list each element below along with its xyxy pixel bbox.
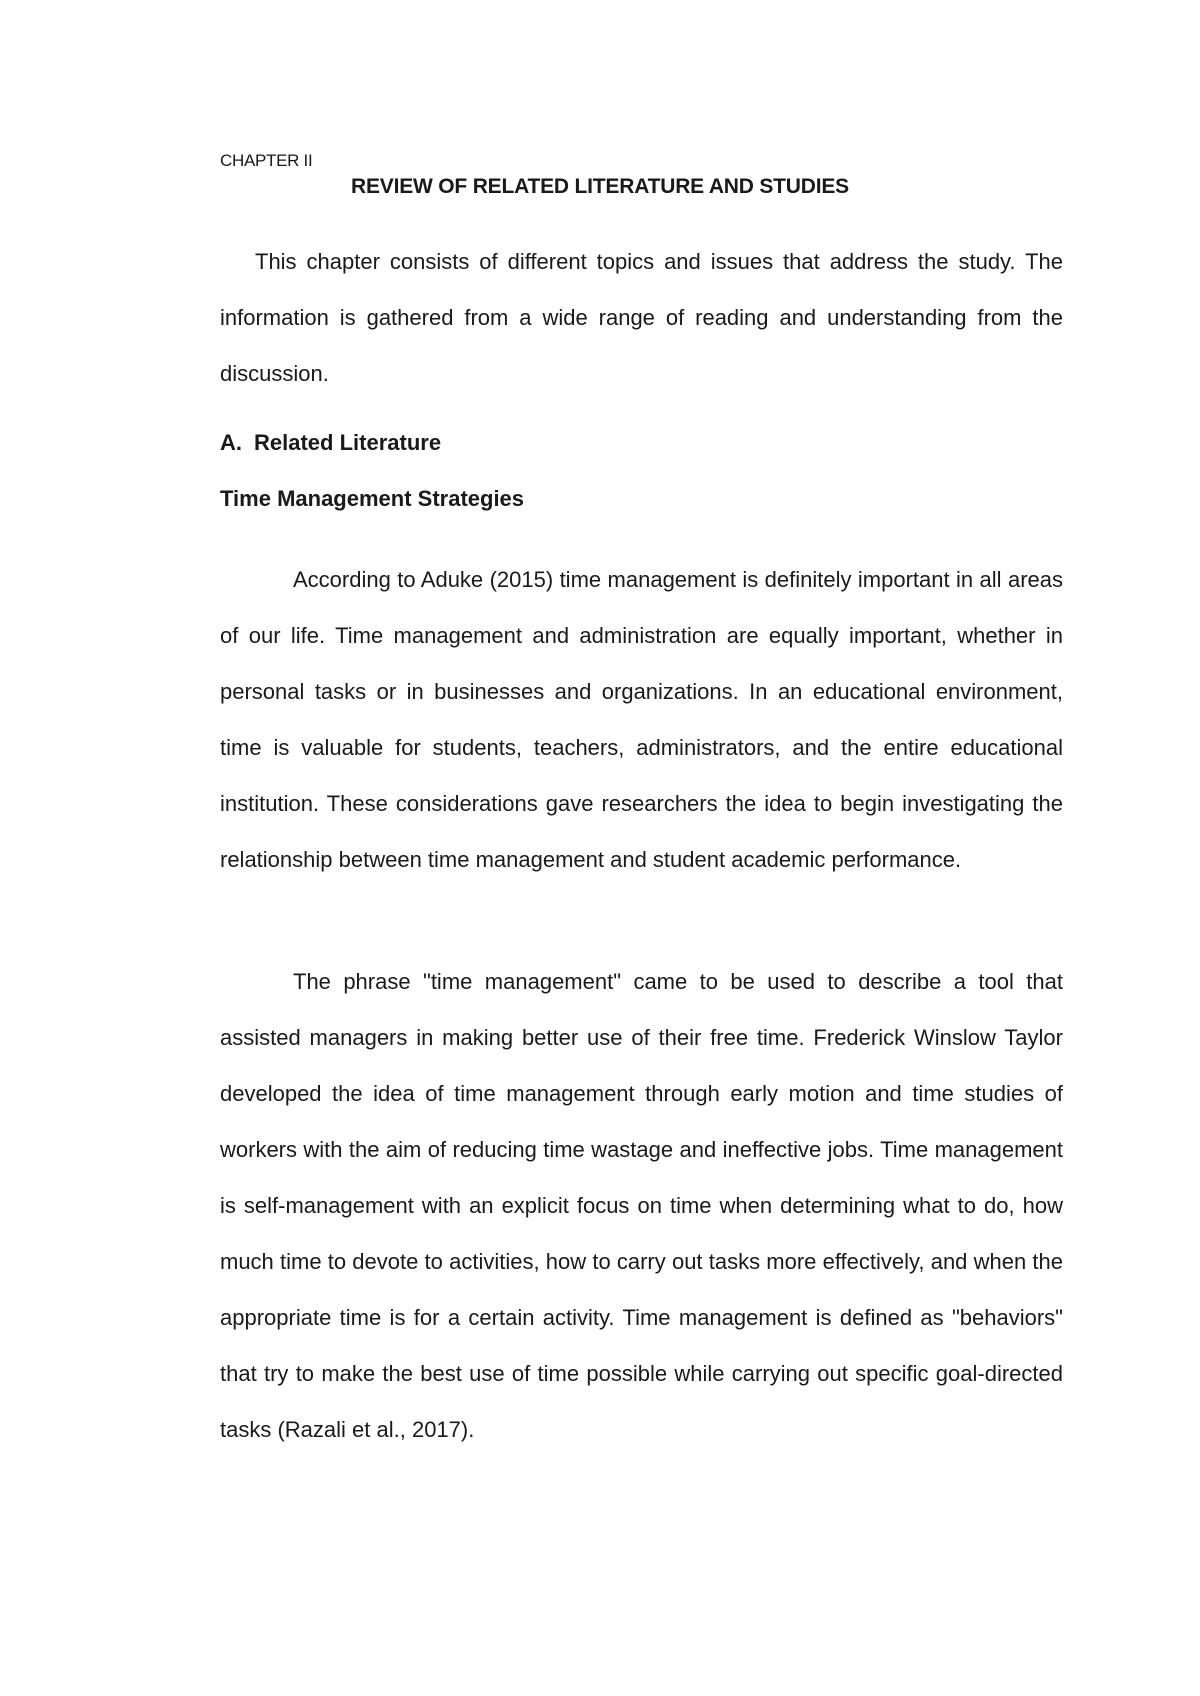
body-paragraph-1: According to Aduke (2015) time management is definitely important in all areas of our life. Time management and administration are equally important, whether in personal tasks or in businesses and organizations. In an educational environment, time is valuable for students, teachers, administrators, and the entire educational institution. These considerations gave researchers the idea to begin investigating the relationship between time management and student academic performance. bbox=[220, 567, 1063, 872]
intro-paragraph: This chapter consists of different topics and issues that address the study. The information is gathered from a wide range of reading and understanding from the discussion. bbox=[220, 249, 1063, 386]
subsection-heading: Time Management Strategies bbox=[220, 486, 525, 511]
section-marker: A. bbox=[220, 430, 242, 455]
section-heading bbox=[220, 430, 441, 456]
chapter-label: CHAPTER II bbox=[220, 151, 313, 170]
section-heading-text: Related Literature bbox=[254, 430, 442, 455]
body-paragraph-2: The phrase "time management" came to be used to describe a tool that assisted managers in making better use of their free time. Frederick Winslow Taylor developed the idea of time management through early motion and time studies of workers with the aim of reducing time wastage and ineffective jobs. Time management is self-management with an explicit focus on time when determining what to do, how much time to devote to activities, how to carry out tasks more effectively, and when the appropriate time is for a certain activity. Time management is defined as "behaviors" that try to make the best use of time possible while carrying out specific goal-directed tasks (Razali et al., 2017). bbox=[220, 969, 1063, 1442]
chapter-title: REVIEW OF RELATED LITERATURE AND STUDIES bbox=[351, 175, 849, 198]
